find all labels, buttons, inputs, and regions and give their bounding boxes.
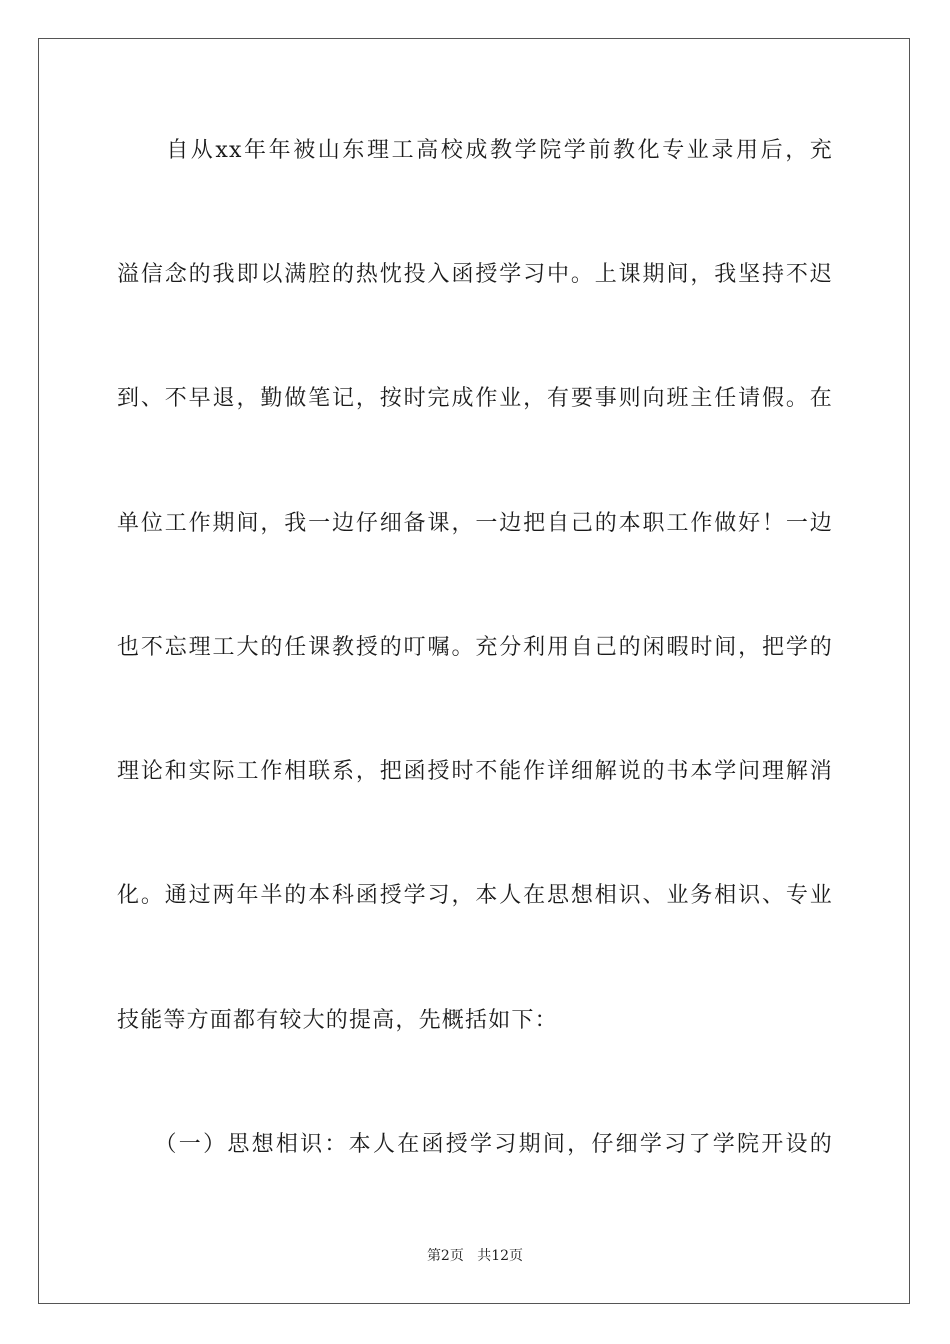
paragraph-line: 技能等方面都有较大的提高，先概括如下： — [117, 1008, 558, 1033]
paragraph-line: 自从xx年年被山东理工高校成教学院学前教化专业录用后，充 — [117, 138, 833, 163]
paragraph-line: （一）思想相识：本人在函授学习期间，仔细学习了学院开设的 — [117, 1132, 833, 1157]
page-number: 第2页 — [426, 1248, 464, 1264]
paragraph-line: 单位工作期间，我一边仔细备课，一边把自己的本职工作做好！一边 — [117, 511, 833, 536]
page-footer — [0, 1246, 950, 1266]
paragraph-line: 也不忘理工大的任课教授的叮嘱。充分利用自己的闲暇时间，把学的 — [117, 635, 833, 660]
page-border — [38, 38, 910, 1304]
paragraph-line: 理论和实际工作相联系，把函授时不能作详细解说的书本学问理解消 — [117, 759, 833, 784]
page-total: 共12页 — [477, 1248, 524, 1264]
paragraph-line: 化。通过两年半的本科函授学习，本人在思想相识、业务相识、专业 — [117, 883, 833, 908]
paragraph-line: 溢信念的我即以满腔的热忱投入函授学习中。上课期间，我坚持不迟 — [117, 262, 833, 287]
paragraph-line: 到、不早退，勤做笔记，按时完成作业，有要事则向班主任请假。在 — [117, 386, 833, 411]
